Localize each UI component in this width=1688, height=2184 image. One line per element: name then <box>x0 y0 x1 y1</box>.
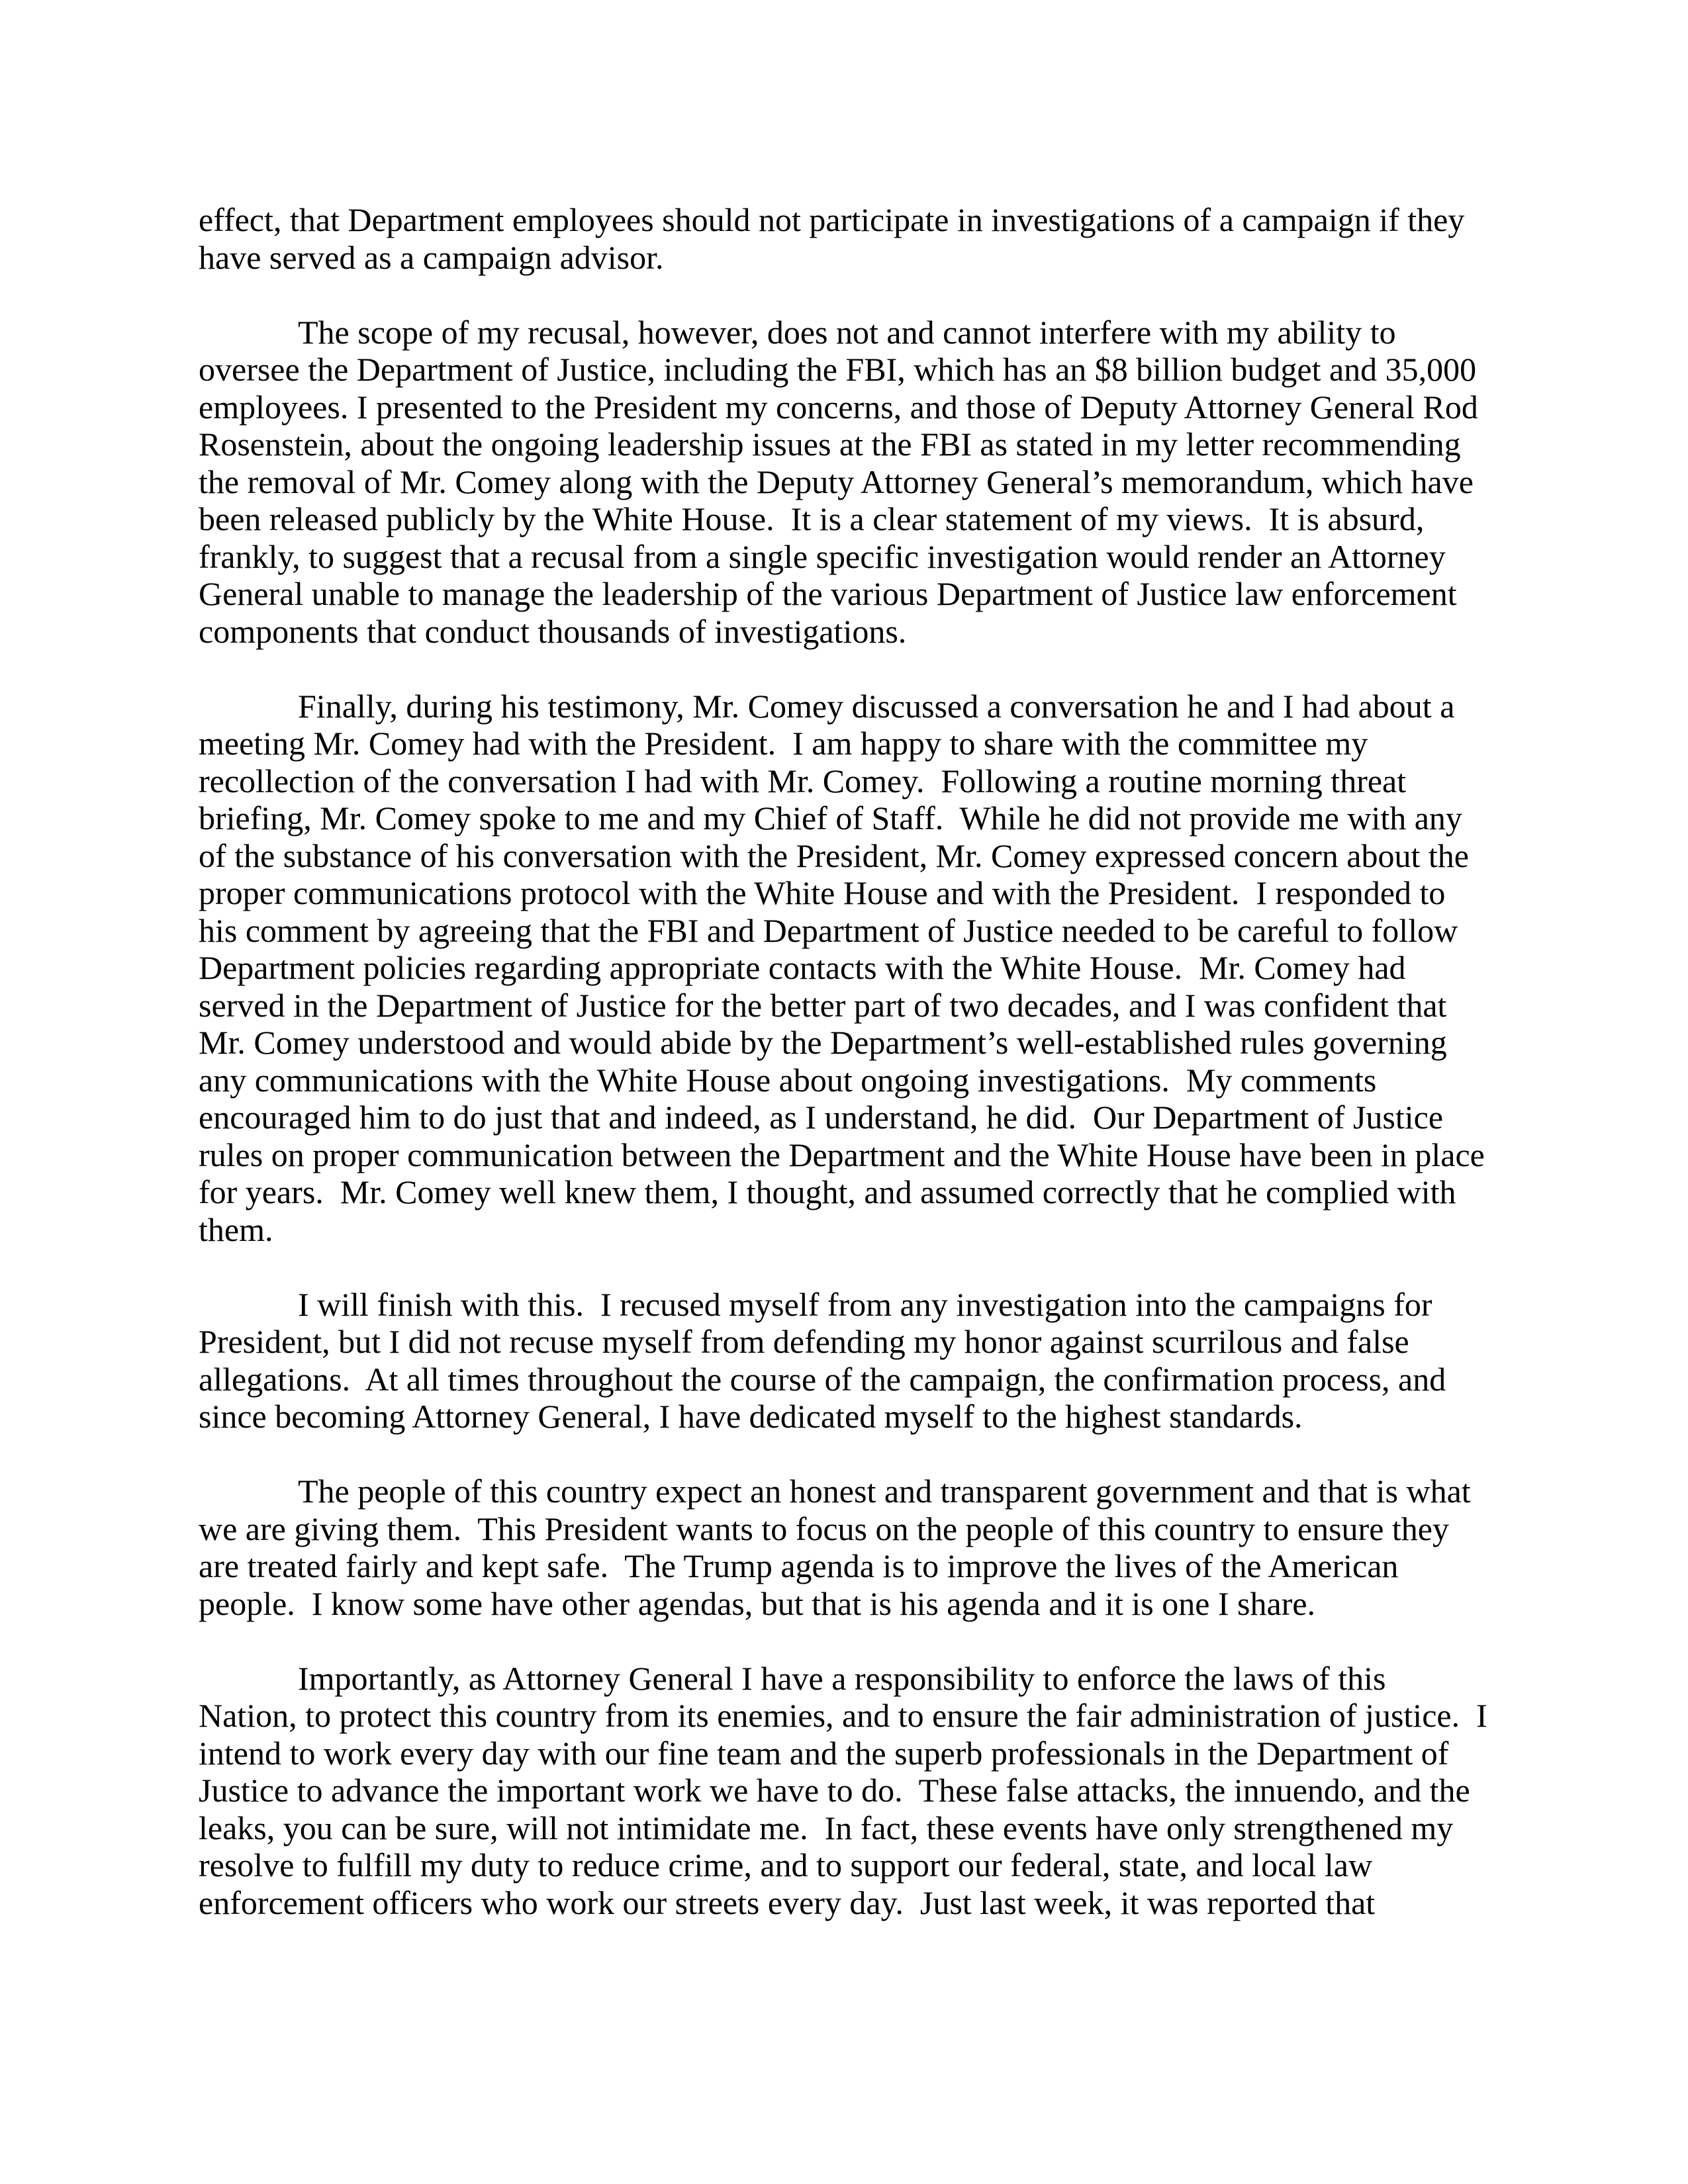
paragraph-finish <box>199 1286 1496 1435</box>
text-line: proper communications protocol with the White House and with the President. I responded to <box>199 874 1446 911</box>
text-line: enforcement officers who work our streets every day. Just last week, it was reported that <box>199 1884 1376 1921</box>
text-line: General unable to manage the leadership of the various Department of Justice law enforcement <box>199 575 1457 612</box>
text-line: his comment by agreeing that the FBI and Department of Justice needed to be careful to follow <box>199 911 1458 949</box>
text-line: Importantly, as Attorney General I have a responsibility to enforce the laws of this <box>298 1659 1386 1697</box>
text-line: The scope of my recusal, however, does not and cannot interfere with my ability to <box>298 313 1396 351</box>
text-line: resolve to fulfill my duty to reduce crime, and to support our federal, state, and local law <box>199 1846 1373 1884</box>
text-line: Justice to advance the important work we have to do. These false attacks, the innuendo, and the <box>199 1772 1470 1809</box>
text-line: for years. Mr. Comey well knew them, I thought, and assumed correctly that he complied with <box>199 1173 1456 1210</box>
text-line: any communications with the White House about ongoing investigations. My comments <box>199 1061 1377 1099</box>
text-line: President, but I did not recuse myself from defending my honor against scurrilous and false <box>199 1323 1409 1360</box>
text-line: are treated fairly and kept safe. The Trump agenda is to improve the lives of the American <box>199 1547 1399 1584</box>
text-line: briefing, Mr. Comey spoke to me and my Chief of Staff. While he did not provide me with any <box>199 799 1462 837</box>
text-line: Mr. Comey understood and would abide by the Department’s well-established rules governing <box>199 1024 1447 1061</box>
text-line: of the substance of his conversation with the President, Mr. Comey expressed concern about the <box>199 837 1469 874</box>
document-body <box>199 201 1496 1959</box>
paragraph-recusal-effect <box>199 201 1496 276</box>
text-line: allegations. At all times throughout the course of the campaign, the confirmation process, and <box>199 1360 1446 1398</box>
text-line: served in the Department of Justice for the better part of two decades, and I was confident that <box>199 986 1447 1024</box>
text-line: leaks, you can be sure, will not intimidate me. In fact, these events have only strengthened my <box>199 1809 1454 1846</box>
text-line: intend to work every day with our fine team and the superb professionals in the Department of <box>199 1734 1449 1772</box>
text-line: rules on proper communication between the Department and the White House have been in place <box>199 1136 1485 1173</box>
text-line: Finally, during his testimony, Mr. Comey discussed a conversation he and I had about a <box>298 687 1455 725</box>
text-line: have served as a campaign advisor. <box>199 238 664 276</box>
text-line: frankly, to suggest that a recusal from a single specific investigation would render an Attorney <box>199 537 1446 575</box>
paragraph-comey-conversation <box>199 688 1496 1249</box>
text-line: Rosenstein, about the ongoing leadership issues at the FBI as stated in my letter recommending <box>199 426 1461 463</box>
text-line: we are giving them. This President wants to focus on the people of this country to ensure they <box>199 1510 1449 1547</box>
text-line: components that conduct thousands of investigations. <box>199 612 907 650</box>
text-line: since becoming Attorney General, I have dedicated myself to the highest standards. <box>199 1398 1303 1435</box>
text-line: The people of this country expect an honest and transparent government and that is what <box>298 1473 1471 1510</box>
text-line: encouraged him to do just that and indeed, as I understand, he did. Our Department of Justice <box>199 1099 1444 1136</box>
text-line: the removal of Mr. Comey along with the Deputy Attorney General’s memorandum, which have <box>199 463 1474 500</box>
text-line: people. I know some have other agendas, but that is his agenda and it is one I share. <box>199 1584 1316 1622</box>
text-line: meeting Mr. Comey had with the President. I am happy to share with the committee my <box>199 725 1368 762</box>
text-line: them. <box>199 1210 273 1248</box>
text-line: recollection of the conversation I had with Mr. Comey. Following a routine morning threat <box>199 762 1407 799</box>
text-line: employees. I presented to the President my concerns, and those of Deputy Attorney General Rod <box>199 388 1478 426</box>
paragraph-scope-of-recusal <box>199 314 1496 651</box>
text-line: effect, that Department employees should not participate in investigations of a campaign if they <box>199 201 1465 238</box>
text-line: Department policies regarding appropriate contacts with the White House. Mr. Comey had <box>199 949 1406 986</box>
text-line: oversee the Department of Justice, including the FBI, which has an $8 billion budget and 35,000 <box>199 351 1477 388</box>
text-line: been released publicly by the White House. It is a clear statement of my views. It is absurd, <box>199 500 1425 537</box>
paragraph-people-of-country <box>199 1473 1496 1622</box>
paragraph-responsibility <box>199 1660 1496 1922</box>
text-line: Nation, to protect this country from its enemies, and to ensure the fair administration of justice. I <box>199 1697 1487 1734</box>
text-line: I will finish with this. I recused myself from any investigation into the campaigns for <box>298 1285 1432 1323</box>
